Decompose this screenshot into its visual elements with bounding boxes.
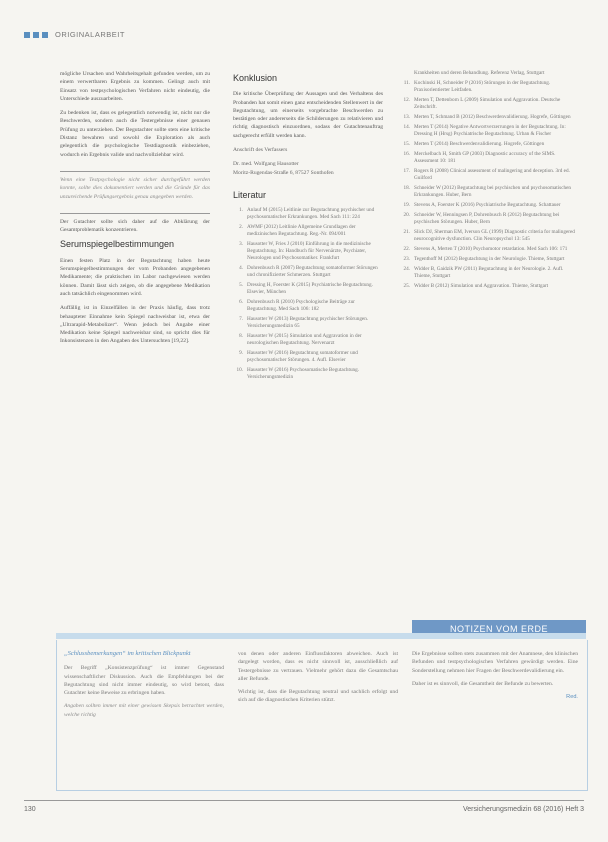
reference-number: 21. xyxy=(403,229,410,235)
reference-text: Widder B (2012) Simulation und Aggravation. Thieme, Stuttgart xyxy=(414,283,549,289)
reference-number: 17. xyxy=(403,168,410,174)
reference-number: 11. xyxy=(403,80,410,86)
box-column-3 xyxy=(412,650,578,701)
reference-number: 8. xyxy=(239,333,243,340)
section-heading: Serumspiegelbestimmungen xyxy=(60,239,175,250)
column-1 xyxy=(60,70,210,352)
reference-item xyxy=(400,124,580,138)
reference-number: 25. xyxy=(403,283,410,289)
reference-text: Stevens A, Foerster K (2016) Psychiatrische Begutachtung. Schattauer xyxy=(414,202,561,208)
paragraph: Der Gutachter sollte sich daher auf die Abklärung der Gesamtproblematik konzentrieren. xyxy=(60,218,210,234)
paragraph: Auffällig ist in Einzelfällen in der Praxis häufig, dass trotz behaupteter Einnahme kein Spiegel nachweisbar ist, etwa der „Ultrarapid-Metabolizer“. Wenn jedoch bei Angabe einer Medikation keine Spiegel nachweisbar sind, so spricht dies für Inkonsistenzen in den Angaben des Untersuchten [19,22]. xyxy=(60,305,210,345)
reference-text: Stevens A, Merten T (2010) Psychomotor retardation. Med Sach 106: 171 xyxy=(414,246,568,252)
reference-text: Dohrenbusch R (2007) Begutachtung somatoformer Störungen und chronifizierter Schmerzen. Stuttgart xyxy=(247,265,378,279)
footer-rule xyxy=(24,800,584,801)
reference-text: AWMF (2012) Leitlinie Allgemeine Grundlagen der medizinischen Begutachtung. Reg.-Nr. 094/001 xyxy=(247,224,356,238)
box-paragraph: Wichtig ist, dass die Begutachtung neutral und sachlich erfolgt und sich auf die diagnostischen Kriterien stützt. xyxy=(238,689,398,704)
divider xyxy=(60,171,210,172)
section-heading: Konklusion xyxy=(233,73,278,83)
box-signature: Red. xyxy=(566,694,578,701)
reference-number: 9. xyxy=(239,350,243,357)
reference-number: 5. xyxy=(239,282,243,289)
reference-text: Merckelbach H, Smith GP (2003) Diagnostic accuracy of the SIMS. Assessment 10: 181 xyxy=(414,151,556,164)
reference-item xyxy=(400,256,580,263)
reference-item xyxy=(233,207,383,221)
reference-text: Merten T (2014) Negative Antwortverzerrungen in der Begutachtung. In: Dressing H (Hrsg) Psychiatrische Begutachtung. Urban & Fischer xyxy=(414,124,566,137)
box-paragraph: Der Begriff „Konsistenzprüfung“ ist immer Gegenstand wissenschaftlicher Diskussion. Auch die Empfehlungen bei der Begutachtung sind nicht immer eindeutig, so wird betont, dass Gutachter keine Beweise zu erbringen haben. xyxy=(64,665,224,697)
header-square-icon xyxy=(42,32,48,38)
page-number: 130 xyxy=(24,806,36,813)
reference-text: Hausotter W (2016) Begutachtung somatoformer und psychosomatischer Störungen. 4. Aufl. Elsevier xyxy=(247,350,358,364)
reference-number: 12. xyxy=(403,97,410,103)
box-column-1 xyxy=(64,650,224,724)
reference-number: 4. xyxy=(239,265,243,272)
reference-text: Krankheiten und deren Behandlung. Referenz Verlag, Stuttgart xyxy=(414,70,545,76)
box-tag: NOTIZEN VOM ERDE xyxy=(412,620,586,637)
box-column-2 xyxy=(238,650,398,710)
reference-number: 24. xyxy=(403,266,410,272)
reference-number: 18. xyxy=(403,185,410,191)
reference-item xyxy=(400,80,580,94)
paragraph: Einen festen Platz in der Begutachtung haben heute Serumspiegelbestimmungen der vom Probanden angegebenen Medikamente; die praktischen im Labor nachgewiesen werden können. Damit lässt sich zeigen, ob die angegebene Medikation auch tatsächlich eingenommen wird. xyxy=(60,257,210,297)
section-label: ORIGINALARBEIT xyxy=(55,30,125,39)
reference-number: 16. xyxy=(403,151,410,157)
paragraph: Die kritische Überprüfung der Aussagen und des Verhaltens des Probanden hat somit einen ganz entscheidenden Stellenwert in der Begutachtung, um einerseits vorgebrachte Beschwerden zu bestätigen oder andererseits die Schilderungen zu relativieren und richtig diagnostisch einzuordnen, sodass der Gutachtenauftrag sachgerecht erfüllt werden kann. xyxy=(233,91,383,139)
journal-citation: Versicherungsmedizin 68 (2016) Heft 3 xyxy=(462,806,584,813)
reference-number: 1. xyxy=(239,207,243,214)
reference-number: 7. xyxy=(239,316,243,323)
reference-number: 10. xyxy=(236,367,243,374)
box-paragraph: von denen oder anderen Einflussfaktoren abweichen. Auch ist dargelegt worden, dass es nicht sinnvoll ist, ausschließlich auf Testergebnisse zu vertrauen. Vielmehr gehört dazu die Gesamtschau aller Befunde. xyxy=(238,651,398,682)
reference-item xyxy=(400,246,580,253)
box-band xyxy=(56,633,586,639)
reference-number: 15. xyxy=(403,141,410,147)
reference-text: Anlauf M (2015) Leitlinie zur Begutachtung psychischer und psychosomatischer Erkrankungen. Med Sach 111: 224 xyxy=(247,207,375,221)
reference-number: 22. xyxy=(403,246,410,252)
reference-item xyxy=(400,202,580,209)
reference-text: Hausotter W (2015) Simulation und Aggravation in der neurologischen Begutachtung. Nervenarzt xyxy=(247,333,362,347)
reference-number: 20. xyxy=(403,212,410,218)
reference-item xyxy=(233,367,383,381)
reference-item xyxy=(233,299,383,313)
reference-number: 14. xyxy=(403,124,410,130)
reference-list xyxy=(400,70,580,290)
reference-number xyxy=(400,70,410,77)
column-2 xyxy=(233,70,383,384)
author-heading: Anschrift des Verfassers xyxy=(233,147,288,154)
reference-item xyxy=(400,212,580,226)
reference-text: Merten T (2014) Beschwerdenvalidierung. Hogrefe, Göttingen xyxy=(414,141,545,147)
reference-item xyxy=(400,114,580,121)
reference-text: Rogers R (2008) Clinical assessment of malingering and deception. 3rd ed. Guilford xyxy=(414,168,570,181)
reference-text: Dressing H, Foerster K (2015) Psychiatrische Begutachtung. Elsevier, München xyxy=(247,282,373,296)
reference-text: Hausotter W (2016) Psychosomatische Begutachtung. Versicherungsmedizin xyxy=(247,367,360,381)
box-paragraph: Angaben sollten immer mit einer gewissen Skepsis betrachtet werden, welche richtig xyxy=(64,703,224,718)
page-header xyxy=(24,30,125,39)
reference-item xyxy=(233,241,383,262)
header-square-icon xyxy=(33,32,39,38)
box-heading: „Schlussbemerkungen“ im kritischen Blickpunkt xyxy=(64,650,191,657)
reference-item xyxy=(400,141,580,148)
reference-item xyxy=(233,316,383,330)
paragraph: mögliche Ursachen und Wahrheitsgehalt gefunden werden, um zu einem verwertbaren Ergebnis zu kommen. Gelingt auch mit Einsatz von testpsychologischen Verfahren nicht eindeutig, die Unterschiede auszuarbeiten. xyxy=(60,71,210,102)
reference-text: Slick DJ, Sherman EM, Iverson GL (1999) Diagnostic criteria for malingered neurocognitive dysfunction. Clin Neuropsychol 13: 545 xyxy=(414,229,575,242)
reference-text: Schneider W (2012) Begutachtung bei psychischen und psychosomatischen Erkrankungen. Huber, Bern xyxy=(414,185,571,198)
reference-item xyxy=(400,229,580,243)
reference-item xyxy=(400,266,580,280)
reference-item xyxy=(400,97,580,111)
reference-item xyxy=(400,283,580,290)
reference-item xyxy=(233,282,383,296)
reference-item xyxy=(400,185,580,199)
pull-quote: Wenn eine Testpsychologie nicht sicher durchgeführt werden konnte, sollte dies dokumentiert werden und die Gründe für das unzureichende Prüfungsergebnis genau angegeben werden. xyxy=(60,176,210,200)
reference-text: Kochinski H, Schneider P (2016) Störungen in der Begutachtung. Praxisorientierter Leitfaden. xyxy=(414,80,551,93)
reference-item xyxy=(233,224,383,238)
reference-text: Schneider W, Henningsen P, Dohrenbusch R (2012) Begutachtung bei psychischen Störungen. Huber, Bern xyxy=(414,212,560,225)
reference-item xyxy=(233,333,383,347)
reference-number: 13. xyxy=(403,114,410,120)
reference-list xyxy=(233,207,383,381)
reference-item xyxy=(400,168,580,182)
reference-number: 19. xyxy=(403,202,410,208)
author-address: Moritz-Rugendas-Straße 6, 87527 Sonthofen xyxy=(233,169,334,176)
reference-text: Hausotter W (2013) Begutachtung psychischer Störungen. Versicherungsmedizin 65 xyxy=(247,316,369,330)
author-name: Dr. med. Wolfgang Hausotter xyxy=(233,161,299,168)
header-square-icon xyxy=(24,32,30,38)
divider xyxy=(60,213,210,214)
reference-text: Tegenthoff M (2012) Begutachtung in der Neurologie. Thieme, Stuttgart xyxy=(414,256,565,262)
reference-text: Merten T, Dettenborn L (2009) Simulation und Aggravation. Deutsche Zeitschrift. xyxy=(414,97,561,110)
column-3 xyxy=(400,70,580,293)
reference-text: Widder B, Gaidzik PW (2011) Begutachtung in der Neurologie. 2. Aufl. Thieme, Stuttgart xyxy=(414,266,564,279)
reference-item xyxy=(400,151,580,165)
reference-number: 23. xyxy=(403,256,410,262)
reference-text: Hausotter W, Fries J (2010) Einführung in die medizinische Begutachtung. In: Handbuch für Nervenärzte, Psychiater, Neurologen und Psychosomatiker. Frankfurt xyxy=(247,241,371,262)
section-heading: Literatur xyxy=(233,189,267,200)
reference-number: 2. xyxy=(239,224,243,231)
box-paragraph: Daher ist es sinnvoll, die Gesamtheit der Befunde zu bewerten. xyxy=(412,680,554,687)
reference-text: Merten T, Schmand B (2012) Beschwerdenvalidierung. Hogrefe, Göttingen xyxy=(414,114,571,120)
paragraph: Zu bedenken ist, dass es gelegentlich notwendig ist, nicht nur die Beschwerden, sondern auch die Testergebnisse einer genauen Prüfung zu unterziehen. Der Begutachter sollte stets eine kritische Distanz bewahren und sowohl die Exploration als auch gelegentlich die psychologische Testdiagnostik einbeziehen, wodurch ein Ergebnis valide und nachvollziehbar wird. xyxy=(60,110,210,158)
box-paragraph: Die Ergebnisse sollten stets zusammen mit der Anamnese, den klinischen Befunden und testpsychologischen Verfahren gewürdigt werden. Eine Sonderstellung nehmen hier Fragen der Beschwerdevalidierung ein. xyxy=(412,651,578,674)
reference-item xyxy=(400,70,580,77)
reference-item xyxy=(233,265,383,279)
reference-number: 3. xyxy=(239,241,243,248)
reference-text: Dohrenbusch R (2010) Psychologische Beiträge zur Begutachtung. Med Sach 106: 182 xyxy=(247,299,355,313)
reference-number: 6. xyxy=(239,299,243,306)
reference-item xyxy=(233,350,383,364)
